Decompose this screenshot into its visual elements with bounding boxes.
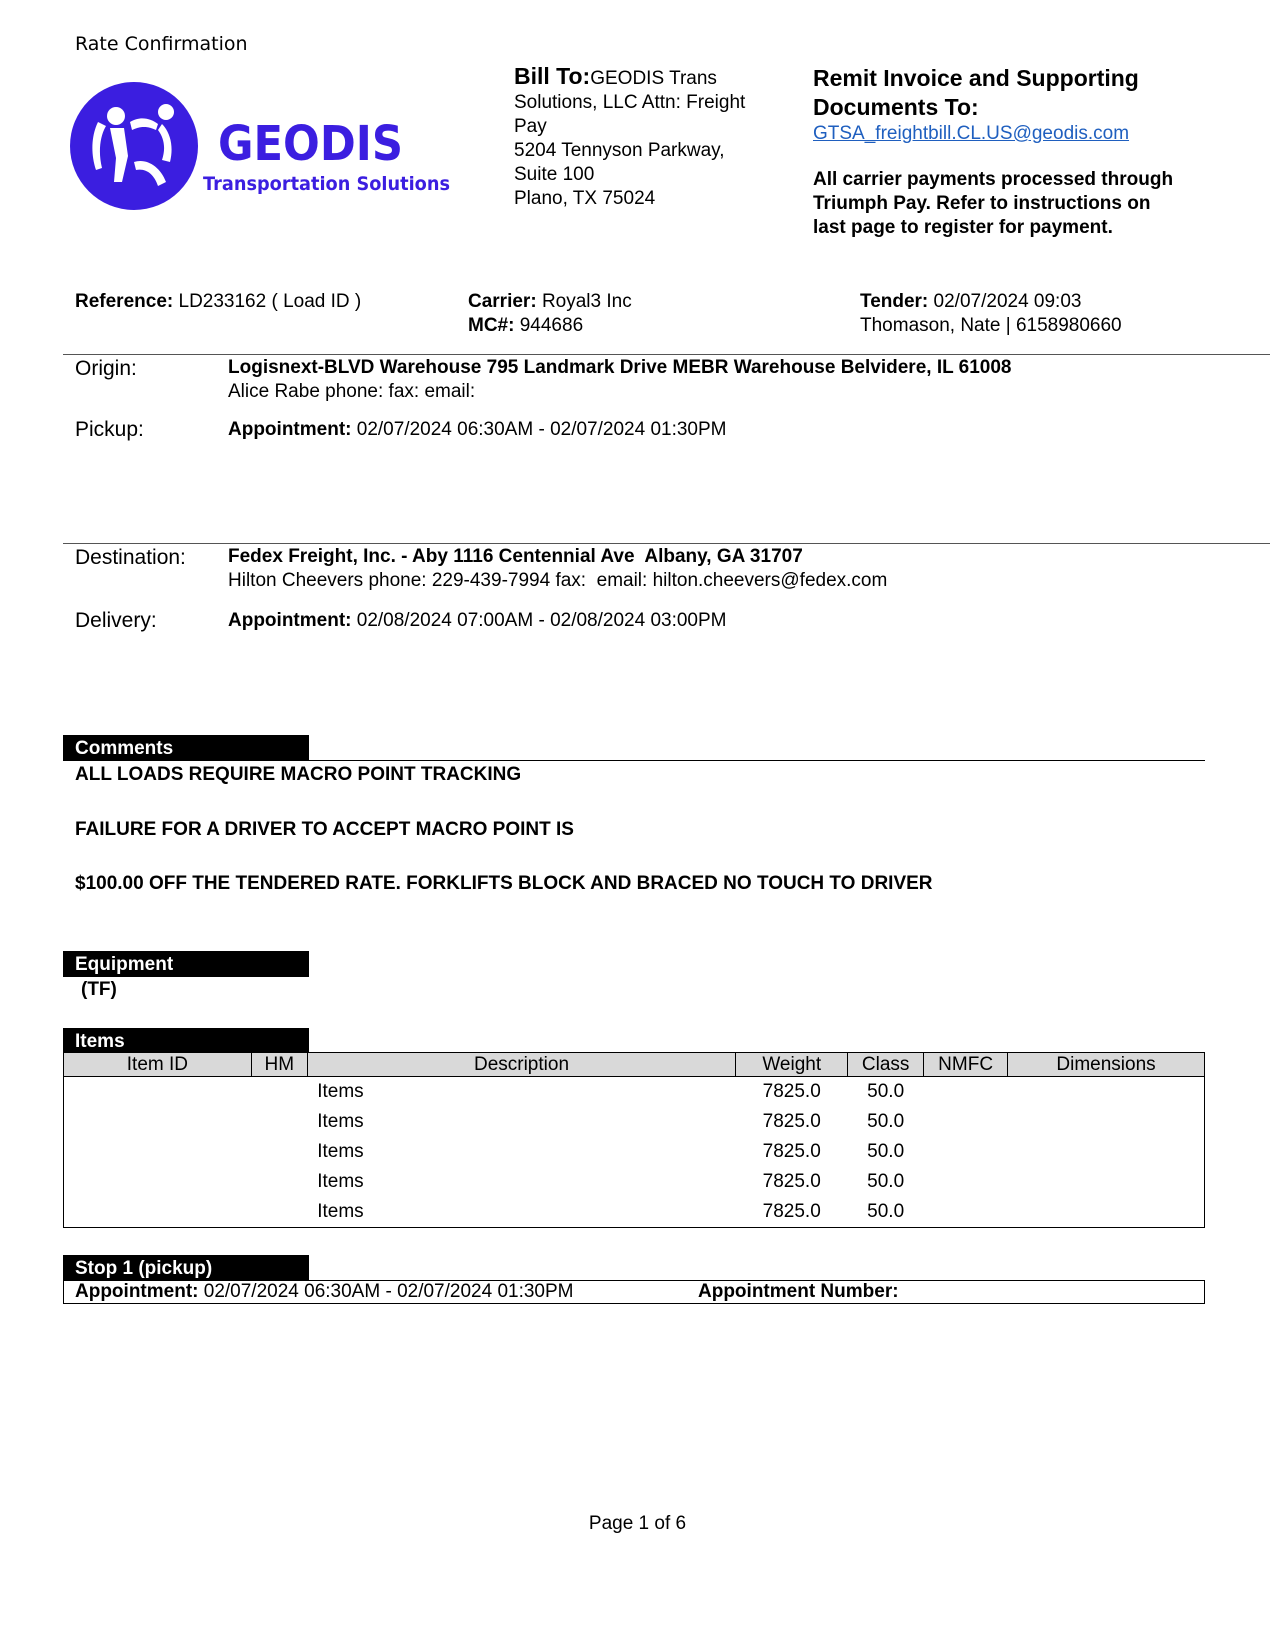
class-cell: 50.0 (867, 1171, 905, 1192)
item-id-cell (64, 1197, 252, 1228)
nmfc-cell (924, 1197, 1008, 1228)
origin-contact: Alice Rabe phone: fax: email: (228, 381, 476, 402)
delivery-appt-label: Appointment: (228, 610, 352, 631)
nmfc-cell (924, 1107, 1008, 1137)
destination-address: Fedex Freight, Inc. - Aby 1116 Centennial Ave Albany, GA 31707 (228, 546, 803, 567)
page-number: Page 1 of 6 (588, 1513, 687, 1534)
hm-cell (251, 1107, 307, 1137)
dimensions-cell (1008, 1137, 1205, 1167)
stop1-appointment-box (63, 1280, 1205, 1304)
comments-header: Comments (63, 735, 309, 761)
items-header-row (64, 1053, 1205, 1077)
hm-cell (251, 1077, 307, 1108)
remit-block (813, 64, 1223, 240)
comment-line: FAILURE FOR A DRIVER TO ACCEPT MACRO POINT IS (75, 819, 574, 840)
nmfc-cell (924, 1137, 1008, 1167)
weight-cell: 7825.0 (762, 1141, 821, 1162)
tender-field (860, 290, 1122, 338)
origin-address: Logisnext-BLVD Warehouse 795 Landmark Drive MEBR Warehouse Belvidere, IL 61008 (228, 357, 1012, 378)
mc-value: 944686 (514, 315, 584, 336)
reference-field (75, 290, 361, 314)
pickup-label: Pickup: (75, 418, 144, 441)
comment-line: ALL LOADS REQUIRE MACRO POINT TRACKING (75, 764, 522, 785)
bill-to-line: Solutions, LLC Attn: Freight (514, 92, 746, 113)
stop1-appt-label: Appointment: (75, 1281, 199, 1302)
bill-to-line: GEODIS Trans (590, 68, 717, 89)
description-cell: Items (317, 1081, 364, 1102)
class-cell: 50.0 (867, 1081, 905, 1102)
column-header: Item ID (64, 1053, 252, 1077)
bill-to-line: 5204 Tennyson Parkway, (514, 140, 725, 161)
column-header: Dimensions (1008, 1053, 1205, 1077)
reference-label: Reference: (75, 291, 174, 312)
reference-value: LD233162 ( Load ID ) (178, 291, 362, 312)
table-row (64, 1077, 1205, 1108)
carrier-value: Royal3 Inc (541, 291, 632, 312)
payment-note-line: Triumph Pay. Refer to instructions on (813, 193, 1151, 214)
destination-details (228, 545, 887, 593)
item-id-cell (64, 1077, 252, 1108)
destination-contact: Hilton Cheevers phone: 229-439-7994 fax: email: hilton.cheevers@fedex.com (228, 570, 888, 591)
weight-cell: 7825.0 (762, 1171, 821, 1192)
description-cell: Items (317, 1171, 364, 1192)
hm-cell (251, 1197, 307, 1228)
stop1-appointment (75, 1281, 574, 1303)
logo-tagline-text: Transportation Solutions (203, 173, 450, 195)
class-cell: 50.0 (867, 1201, 905, 1222)
nmfc-cell (924, 1167, 1008, 1197)
equipment-value: (TF) (81, 979, 117, 1000)
item-id-cell (64, 1107, 252, 1137)
origin-label: Origin: (75, 357, 137, 380)
comment-line: $100.00 OFF THE TENDERED RATE. FORKLIFTS BLOCK AND BRACED NO TOUCH TO DRIVER (75, 873, 933, 894)
table-row (64, 1137, 1205, 1167)
bill-to-line: Plano, TX 75024 (514, 188, 656, 209)
bill-to-label: Bill To: (514, 63, 591, 89)
payment-note-line: All carrier payments processed through (813, 169, 1174, 190)
remit-email-link[interactable]: GTSA_freightbill.CL.US@geodis.com (813, 123, 1130, 144)
item-id-cell (64, 1137, 252, 1167)
table-row (64, 1167, 1205, 1197)
class-cell: 50.0 (867, 1141, 905, 1162)
column-header: Class (848, 1053, 924, 1077)
stop1-header: Stop 1 (pickup) (63, 1255, 309, 1281)
description-cell: Items (317, 1141, 364, 1162)
dimensions-cell (1008, 1077, 1205, 1108)
remit-heading: Documents To: (813, 94, 979, 120)
description-cell: Items (317, 1201, 364, 1222)
pickup-appt-value: 02/07/2024 06:30AM - 02/07/2024 01:30PM (356, 419, 727, 440)
tender-label: Tender: (860, 291, 929, 312)
tender-value: 02/07/2024 09:03 (933, 291, 1082, 312)
hm-cell (251, 1137, 307, 1167)
class-cell: 50.0 (867, 1111, 905, 1132)
bill-to-line: Suite 100 (514, 164, 595, 185)
column-header: Weight (736, 1053, 848, 1077)
bill-to-block (514, 64, 779, 211)
dimensions-cell (1008, 1197, 1205, 1228)
hm-cell (251, 1167, 307, 1197)
equipment-header: Equipment (63, 951, 309, 977)
description-cell: Items (317, 1111, 364, 1132)
pickup-appt-label: Appointment: (228, 419, 352, 440)
table-row (64, 1197, 1205, 1228)
weight-cell: 7825.0 (762, 1111, 821, 1132)
column-header: Description (307, 1053, 736, 1077)
dimensions-cell (1008, 1107, 1205, 1137)
pickup-appointment (228, 418, 727, 442)
geodis-logo (70, 82, 465, 218)
mc-label: MC#: (468, 315, 515, 336)
column-header: HM (251, 1053, 307, 1077)
payment-note (813, 168, 1223, 240)
weight-cell: 7825.0 (762, 1081, 821, 1102)
divider (309, 760, 1205, 761)
item-id-cell (64, 1167, 252, 1197)
carrier-label: Carrier: (468, 291, 537, 312)
document-title: Rate Confirmation (75, 33, 248, 55)
destination-label: Destination: (75, 546, 186, 569)
carrier-field (468, 290, 632, 338)
origin-details (228, 356, 1011, 404)
table-row (64, 1107, 1205, 1137)
delivery-appointment (228, 609, 727, 633)
divider (63, 354, 1270, 355)
logo-brand-text: GEODIS (218, 116, 403, 172)
bill-to-line: Pay (514, 116, 547, 137)
delivery-label: Delivery: (75, 609, 157, 632)
weight-cell: 7825.0 (762, 1201, 821, 1222)
items-table (63, 1052, 1205, 1228)
payment-note-line: last page to register for payment. (813, 217, 1113, 238)
delivery-appt-value: 02/08/2024 07:00AM - 02/08/2024 03:00PM (356, 610, 727, 631)
remit-heading: Remit Invoice and Supporting (813, 65, 1139, 91)
stop1-appt-value: 02/07/2024 06:30AM - 02/07/2024 01:30PM (203, 1281, 574, 1302)
column-header: NMFC (924, 1053, 1008, 1077)
divider (63, 543, 1270, 544)
items-header: Items (63, 1028, 309, 1054)
tender-contact: Thomason, Nate | 6158980660 (860, 315, 1122, 336)
dimensions-cell (1008, 1167, 1205, 1197)
stop1-appt-number-label: Appointment Number: (698, 1281, 899, 1302)
nmfc-cell (924, 1077, 1008, 1108)
